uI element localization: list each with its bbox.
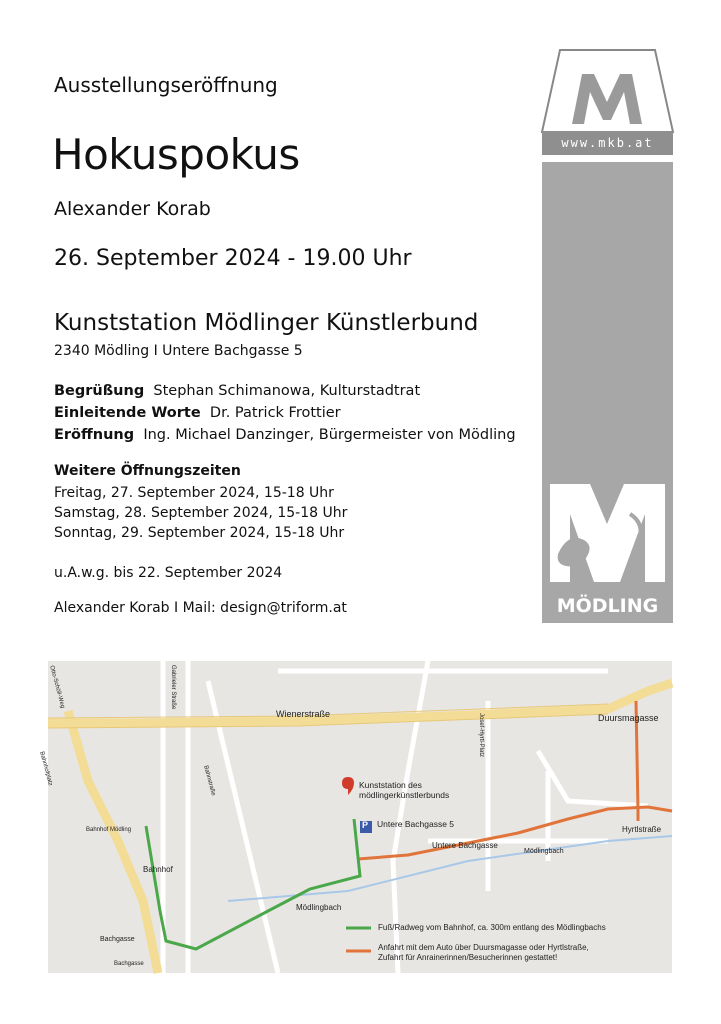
map-label-wienerstrasse: Wienerstraße <box>276 709 331 719</box>
hours-heading: Weitere Öffnungszeiten <box>54 463 241 479</box>
legend-car-route <box>378 943 589 963</box>
legend-car-line: Anfahrt mit dem Auto über Duursmagasse oder Hyrtlstraße, <box>378 943 589 952</box>
contact-line: Alexander Korab I Mail: design@triform.at <box>54 600 347 616</box>
program-line-welcome <box>54 383 420 399</box>
program-line-intro <box>54 405 341 421</box>
poi-line: Kunststation des <box>359 780 422 790</box>
parking-icon: P <box>362 820 369 830</box>
map-label-bachgasse-south: Bachgasse <box>114 961 144 967</box>
map-label-otto-schoell-weg: Otto-Schöll-Weg <box>48 665 66 709</box>
program-text: Dr. Patrick Frottier <box>209 405 341 421</box>
program-label: Eröffnung <box>54 427 135 443</box>
venue-name: Kunststation Mödlinger Künstlerbund <box>54 310 479 336</box>
location-map[interactable] <box>38 661 672 973</box>
exhibition-title: Hokuspokus <box>52 130 300 179</box>
legend-car-line: Zufahrt für Anrainerinnen/Besucherinnen gestattet! <box>378 953 558 962</box>
map-label-bahnhofplatz: Bahnhofplatz <box>38 751 54 787</box>
map-label-duursmagasse: Duursmagasse <box>598 713 659 723</box>
program-text: Stephan Schimanowa, Kulturstadtrat <box>153 383 421 399</box>
map-poi-address: Untere Bachgasse 5 <box>377 819 455 829</box>
program-label: Einleitende Worte <box>54 405 201 421</box>
hours-item: Samstag, 28. September 2024, 15-18 Uhr <box>54 505 348 521</box>
map-label-gabrieler-strasse: Gabrieler Straße <box>170 665 176 710</box>
event-type: Ausstellungseröffnung <box>54 73 278 97</box>
map-poi-name <box>359 780 449 800</box>
venue-address: 2340 Mödling I Untere Bachgasse 5 <box>54 343 303 359</box>
map-label-bahnhof-moedling: Bahnhof Mödling <box>86 827 132 833</box>
mkb-url: www.mkb.at <box>542 131 673 155</box>
map-label-josef-hyrtl-platz: Josef-Hyrtl-Platz <box>478 713 484 758</box>
poi-line: mödlingerkünstlerbunds <box>359 790 450 800</box>
map-label-moedlingbach-west: Mödlingbach <box>296 903 342 912</box>
map-label-bahnhof: Bahnhof <box>143 865 173 874</box>
program-line-opening <box>54 427 516 443</box>
moedling-emblem-icon <box>550 484 665 582</box>
program-label: Begrüßung <box>54 383 145 399</box>
map-label-untere-bachgasse: Untere Bachgasse <box>432 841 498 850</box>
moedling-logo-bar <box>542 162 673 623</box>
map-label-bachgasse: Bachgasse <box>100 936 135 943</box>
mkb-m-icon <box>542 50 673 132</box>
moedling-wordmark: MÖDLING <box>556 595 659 617</box>
program-text: Ing. Michael Danzinger, Bürgermeister von Mödling <box>143 427 516 443</box>
map-label-hyrtlstrasse: Hyrtlstraße <box>622 825 662 834</box>
map-label-bahnstrasse: Bahnstraße <box>202 765 217 797</box>
hours-item: Freitag, 27. September 2024, 15-18 Uhr <box>54 485 334 501</box>
map-label-moedlingbach-east: Mödlingbach <box>524 848 564 855</box>
mkb-logo <box>542 50 673 136</box>
artist-name: Alexander Korab <box>54 198 211 220</box>
event-datetime: 26. September 2024 - 19.00 Uhr <box>54 246 412 271</box>
hours-item: Sonntag, 29. September 2024, 15-18 Uhr <box>54 525 345 541</box>
rsvp-note: u.A.w.g. bis 22. September 2024 <box>54 565 283 581</box>
legend-foot-route: Fuß/Radweg vom Bahnhof, ca. 300m entlang des Mödlingbachs <box>378 923 606 932</box>
